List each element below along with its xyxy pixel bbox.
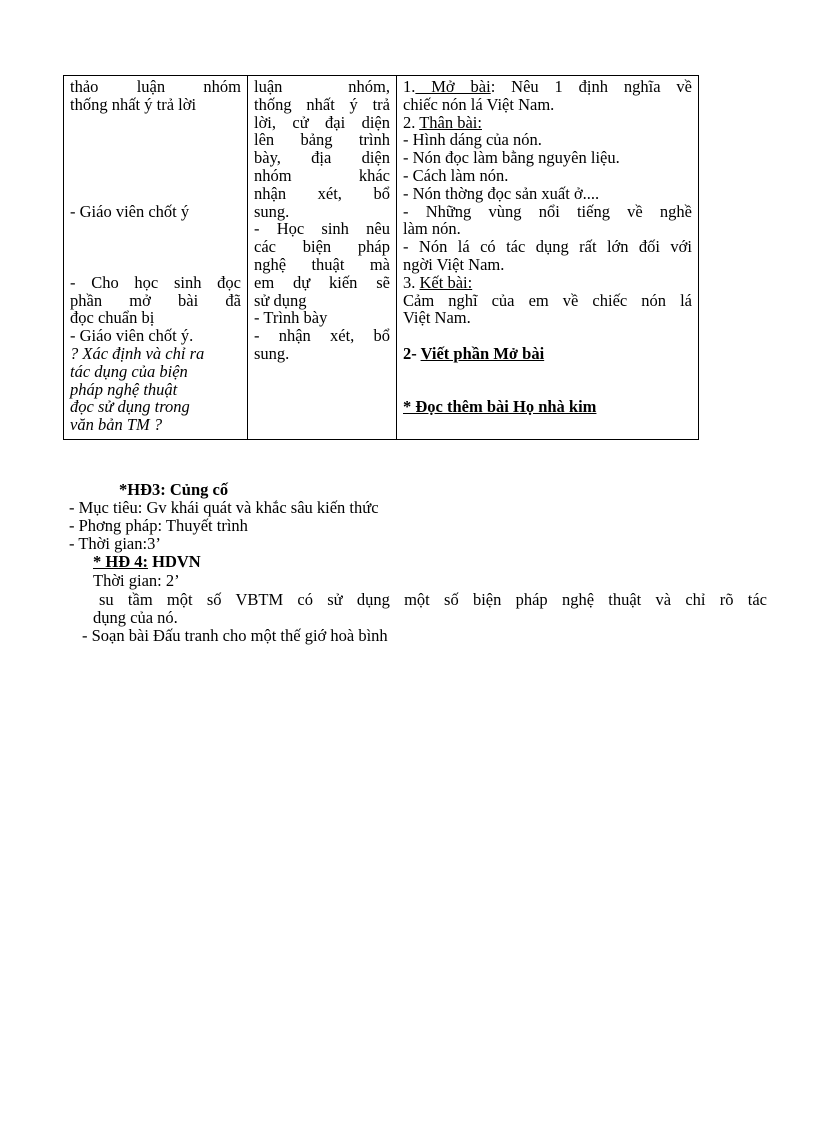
content-item: - Hình dáng của nón. — [403, 130, 542, 150]
col2-line: em dự kiến sẽ — [254, 272, 390, 292]
hd4-label: * HĐ 4: — [93, 552, 148, 571]
col2-line: sung. — [254, 201, 290, 221]
col1-line: phần mở bài đã — [70, 290, 241, 310]
col2-line: thống nhất ý trả — [254, 94, 390, 114]
col1-question-line: đọc sử dụng trong — [70, 397, 190, 417]
than-bai-prefix: 2. — [403, 112, 420, 132]
hd3-title: *HĐ3: Củng cố — [119, 480, 229, 499]
mo-bai-prefix: 1. — [403, 77, 416, 96]
col2-line: các biện pháp — [254, 237, 390, 257]
col1-question-line: văn bản TM ? — [70, 415, 163, 435]
col1-line: thống nhất ý trả lời — [70, 94, 197, 114]
col1-line: đọc chuẩn bị — [70, 308, 155, 328]
col1-question-line: tác dụng của biện — [70, 361, 188, 381]
hd3-thoi-gian: - Thời gian:3’ — [69, 534, 161, 553]
student-activity-column — [248, 76, 397, 439]
col3-line: Cảm nghĩ của em về chiếc nón lá — [403, 290, 692, 310]
lesson-table — [63, 75, 699, 440]
section2-prefix: 2- — [403, 343, 421, 363]
ket-bai-heading — [403, 274, 692, 292]
hd4-rest: HDVN — [148, 552, 201, 571]
col2-line: - Học sinh nêu — [254, 219, 390, 239]
hd3-muc-tieu: - Mục tiêu: Gv khái quát và khắc sâu kiến thức — [69, 498, 379, 517]
col3-line: chiếc nón lá Việt Nam. — [403, 94, 555, 114]
mo-bai-label: Mở bài — [415, 77, 491, 96]
col2-line: sử dụng — [254, 290, 307, 310]
mo-bai-text: : Nêu 1 định nghĩa về — [490, 77, 693, 96]
content-item: - Cách làm nón. — [403, 165, 509, 185]
col1-line: thảo luận nhóm — [70, 77, 241, 96]
col2-line: nghệ thuật mà — [254, 254, 390, 274]
hd4-thoi-gian: Thời gian: 2’ — [93, 571, 180, 590]
col1-line: - Cho học sinh đọc — [70, 272, 241, 292]
col1-question-line: pháp nghệ thuật — [70, 379, 178, 399]
mo-bai-line — [403, 78, 692, 96]
col3-line: Việt Nam. — [403, 308, 471, 328]
col1-question-line: ? Xác định và chỉ ra — [70, 343, 205, 363]
col2-line: - Trình bày — [254, 308, 328, 328]
ket-bai-label: Kết bài: — [419, 272, 473, 292]
content-item: - Nón thờng đọc sản xuất ở.... — [403, 183, 600, 203]
col2-line: bày, địa diện — [254, 148, 390, 168]
col2-line: - nhận xét, bổ — [254, 326, 390, 346]
col1-line: - Giáo viên chốt ý. — [70, 326, 194, 346]
col2-line: lời, cử đại diện — [254, 112, 390, 132]
section2-heading — [403, 345, 692, 363]
content-item: làm nón. — [403, 219, 461, 239]
col2-line: luận nhóm, — [254, 77, 390, 96]
content-item: ngời Việt Nam. — [403, 254, 505, 274]
doc-them-line: * Đọc thêm bài Họ nhà kim — [403, 397, 597, 417]
than-bai-heading — [403, 114, 692, 132]
hd4-task-line: dụng của nó. — [93, 608, 178, 627]
hd3-phuong-phap: - Phơng pháp: Thuyết trình — [69, 516, 248, 535]
col1-line: - Giáo viên chốt ý — [70, 201, 190, 221]
teacher-activity-column — [64, 76, 248, 439]
col2-line: lên bảng trình — [254, 130, 390, 150]
content-column — [397, 76, 698, 439]
section2-label: Viết phần Mở bài — [420, 343, 545, 363]
hd4-title — [93, 553, 201, 571]
hd4-task-line: su tầm một số VBTM có sử dụng một số biện pháp nghệ thuật và chỉ rõ tác — [99, 590, 767, 609]
ket-bai-prefix: 3. — [403, 272, 420, 292]
col2-line: sung. — [254, 343, 290, 363]
than-bai-label: Thân bài: — [419, 112, 482, 132]
content-item: - Nón lá có tác dụng rất lớn đối với — [403, 237, 692, 257]
col2-line: nhận xét, bổ — [254, 183, 390, 203]
content-item: - Những vùng nổi tiếng về nghề — [403, 201, 692, 221]
content-item: - Nón đọc làm bằng nguyên liệu. — [403, 148, 620, 168]
col2-line: nhóm khác — [254, 165, 390, 185]
hd4-soan-bai: - Soạn bài Đấu tranh cho một thế giớ hoà bình — [82, 626, 388, 645]
